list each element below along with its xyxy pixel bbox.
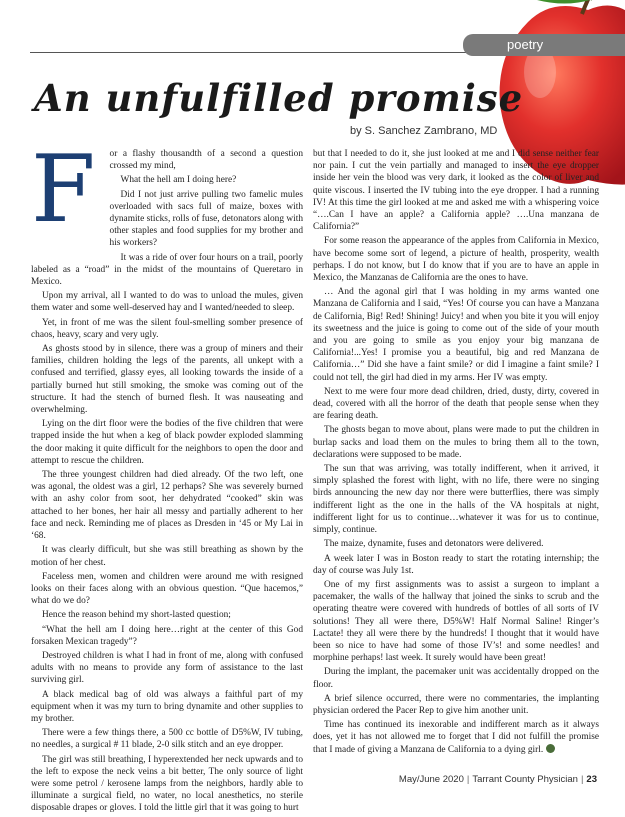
paragraph: A brief silence occurred, there were no commentaries, the implanting physician ordered the Pacer Rep to give him another unit.	[313, 693, 599, 716]
paragraph: The girl was still breathing, I hyperextended her neck upwards and to the left to expose the neck veins a bit better, The only source of light were some petrol / kerosene lamps from the neighbors, hardly able to illuminate a surgical field, no water, no local anesthetics, no sterile disposable drapes or gloves. I told the little girl that it was going to hurt	[31, 754, 303, 814]
paragraph: Lying on the dirt floor were the bodies of the five children that were trapped inside the hut when a keg of black powder exploded slamming the door making it quite difficult for the neighbors to open the door and attempt to rescue the children.	[31, 419, 303, 466]
paragraph: During the implant, the pacemaker unit was accidentally dropped on the floor.	[313, 667, 599, 690]
paragraph: Yet, in front of me was the silent foul-smelling somber presence of chaos, heavy, scary and very ugly.	[31, 317, 303, 340]
section-tab	[463, 34, 625, 56]
paragraph: What the hell am I doing here?	[120, 175, 237, 186]
article-column-left	[31, 135, 303, 817]
paragraph: The ghosts began to move about, plans were made to put the children in burlap sacks and load them on the mules to bring them all to the town, declarations were supposed to be made.	[313, 425, 599, 460]
footer-separator: |	[466, 774, 470, 785]
paragraph: The three youngest children had died already. Of the two left, one was agonal, the oldest was a girl, 12 perhaps? She was severely burned with an ashy color from soot, her dehydrated “cooked” skin was attached to her bones, her hair all messy and partially adherent to her face and neck. Reminding me of places as Dresden in ‘45 or My Lai in ‘68.	[31, 470, 303, 542]
paragraph: A week later I was in Boston ready to start the rotating internship; the day of course was July 1st.	[313, 553, 599, 576]
footer-issue: May/June 2020	[398, 774, 464, 785]
page-footer	[399, 774, 597, 785]
byline: by S. Sanchez Zambrano, MD	[350, 125, 498, 137]
paragraph: “What the hell am I doing here…right at the center of this God forsaken Mexican tragedy”?	[31, 624, 303, 647]
page-number: 23	[586, 774, 597, 785]
paragraph: … And the agonal girl that I was holding in my arms wanted one Manzana de California and I said, “Yes! Of course you can have a Manzana de California, Big! Red! Shining! Juicy! and when you bite it you will enjoy its sweetness and the juice is going to come out of the side of your mouth and you are going to smile as you enjoy your big manzana de California!...Yes! I promise you a beautiful, big and red Manzana de California…” Did she have a faint smile? or did I imagine a faint smile? I could not tell, the girl had died in my arms. Her IV was empty.	[313, 287, 599, 383]
paragraph-last	[313, 719, 599, 756]
paragraph: Faceless men, women and children were around me with resigned looks on their faces along with an obvious question. “Que hacemos,” what do we do?	[31, 571, 303, 607]
footer-journal: Tarrant County Physician	[472, 774, 578, 785]
paragraph: It was a ride of over four hours on a trail, poorly labeled as a “road” in the midst of the mountains of Queretaro in Mexico.	[31, 252, 303, 288]
article-title: An unfulfilled promise	[34, 76, 524, 120]
paragraph: The sun that was arriving, was totally indifferent, when it arrived, it simply splashed the forest with light, with no life, there were no singing birds announcing the new day nor there were butterflies, there was simply indifferent light as the one in the halls of the VA hospitals at night, indifferent light for us to continue…whatever it was for us to continue, simply, continue.	[313, 464, 599, 536]
paragraph: The maize, dynamite, fuses and detonators were delivered.	[324, 539, 544, 550]
drop-cap: F	[31, 135, 96, 243]
end-mark-icon	[546, 744, 555, 753]
paragraph: Destroyed children is what I had in front of me, along with confused adults with no means to provide any form of assistance to the last surviving girl.	[31, 650, 303, 686]
paragraph: It was clearly difficult, but she was still breathing as shown by the motion of her chest.	[31, 545, 303, 568]
paragraph: For some reason the appearance of the apples from California in Mexico, have become some sort of legend, a picture of health, prosperity, wealth perhaps. I do not know, but I do know that if you are to have an apple in Mexico, the Manzanas de California are the ones to have.	[313, 236, 599, 284]
article-column-right	[313, 148, 599, 758]
paragraph-text: Time has continued its inexorable and indifferent march as it always does, yet it has not allowed me to forget that I did not fulfill the promise that I made of giving a Manzana de California to a dying girl.	[313, 720, 599, 755]
footer-separator: |	[580, 774, 584, 785]
paragraph: There were a few things there, a 500 cc bottle of D5%W, IV tubing, no needles, a surgical # 11 blade, 2-0 silk stitch and an eye dropper.	[31, 728, 303, 751]
paragraph: Hence the reason behind my short-lasted question;	[42, 610, 231, 621]
section-label: poetry	[507, 37, 544, 52]
paragraph: Did I not just arrive pulling two famelic mules overloaded with sacs full of maize, boxes with dynamite sticks, rolls of fuse, detonators along with other staples and food supplies for my brother and his workers?	[109, 189, 303, 249]
paragraph: A black medical bag of old was always a faithful part of my equipment when it was my turn to bring dynamite and other supplies to my brother.	[31, 689, 303, 724]
paragraph: Next to me were four more dead children, dried, dusty, dirty, covered in dead, covered with all the horror of the death that people sense when they are fearing death.	[313, 386, 599, 422]
paragraph: As ghosts stood by in silence, there was a group of miners and their families, children holding the legs of the parents, all unkept with a confused and terrified, glassy eyes, all looking towards the inside of a partially burned hut still smoking, the smoke was coming out of the structure. It had the stench of burned flesh. It was nauseating and overwhelming.	[31, 344, 303, 416]
paragraph: but that I needed to do it, she just looked at me and I did sense neither fear nor pain. I cut the vein partially and managed to insert the eye dropper inside her vein the blood was very dark, it looked as the color of liver and quite viscous. I inserted the IV tubing into the eye dropper. I had a running IV! At this time the girl looked at me and asked me with a whispering voice “….Can I have an apple? a California apple? ….Una manzana de California?”	[313, 149, 599, 233]
header-rule	[30, 52, 485, 53]
paragraph: or a flashy thousandth of a second a question crossed my mind,	[109, 149, 303, 172]
paragraph: One of my first assignments was to assist a surgeon to implant a pacemaker, the walls of the hallway that joined the sinks to scrub and the operating theatre were covered with hundreds of bottles of all sorts of IV solutions! They all were there, D5%W! Half Normal Saline! Ringer’s Lactate! they all were there by the hundreds! I thought that it would have been so nice to have had some of those IV’s! and some needles! and morphine perhaps! last week. It surely would have been great!	[313, 579, 599, 664]
paragraph: Upon my arrival, all I wanted to do was to unload the mules, given them water and some well-deserved hay and I wanted/needed to sleep.	[31, 291, 303, 314]
